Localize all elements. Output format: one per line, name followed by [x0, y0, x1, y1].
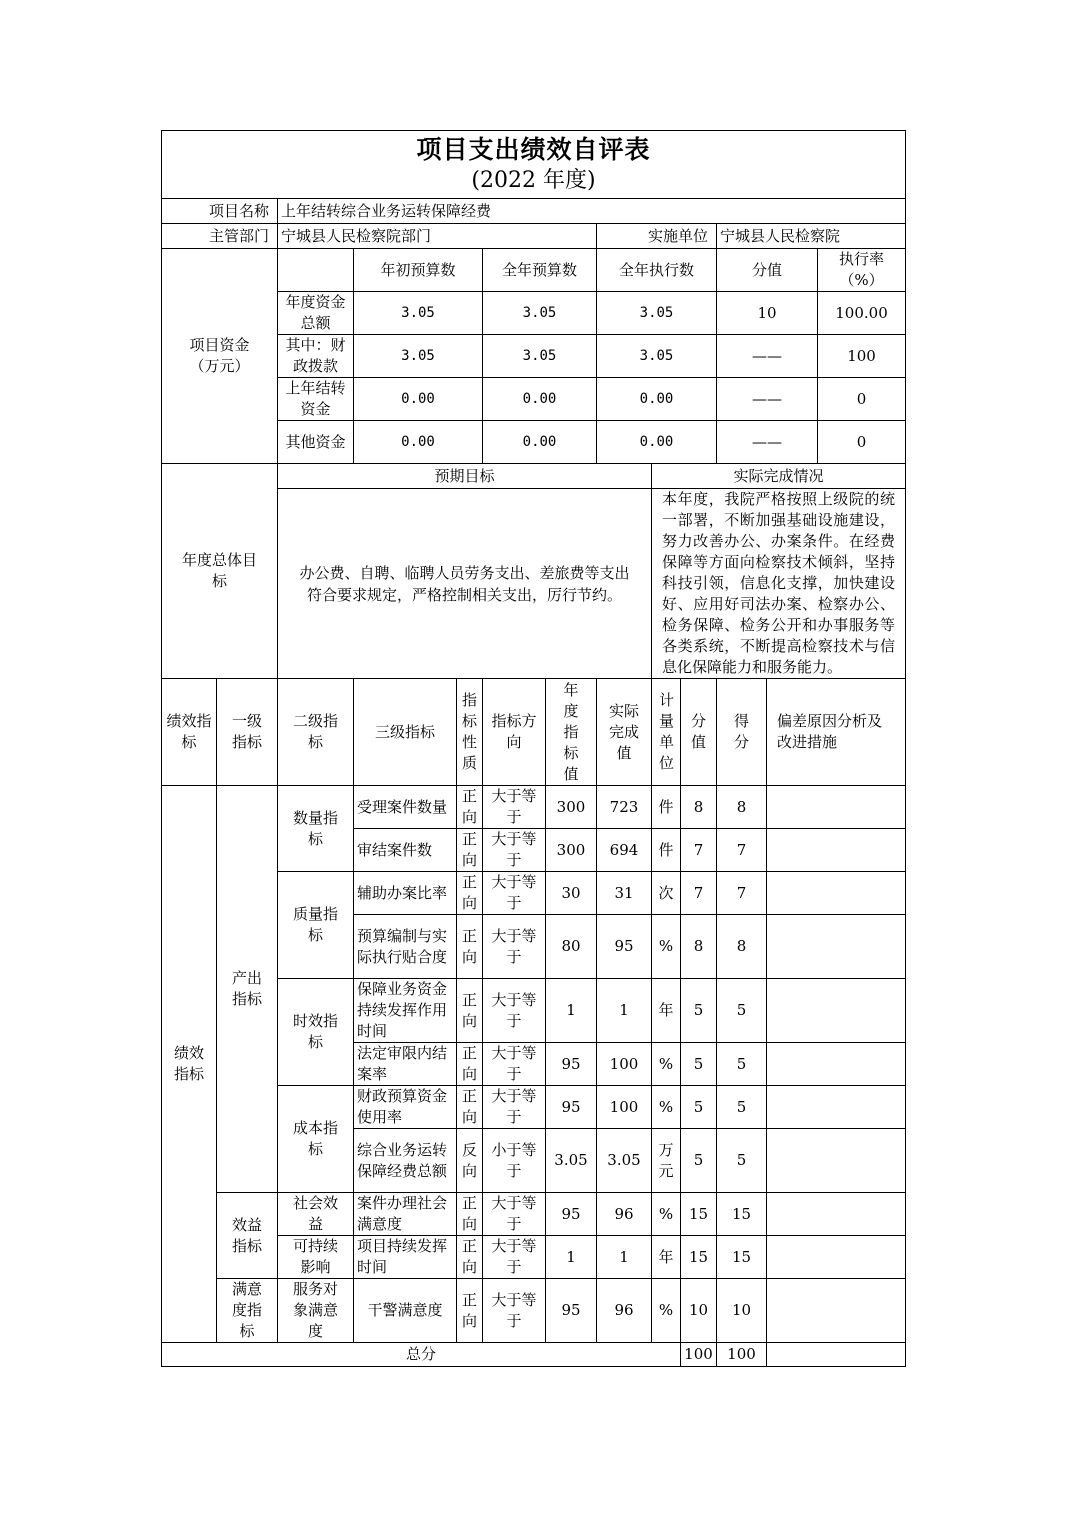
total-score: 100 [717, 1343, 767, 1367]
title-cell [162, 131, 906, 199]
funds-header-annual: 全年预算数 [483, 249, 597, 292]
level1-benefit: 效益指标 [217, 1193, 278, 1279]
funds-row: 其他资金 0.00 0.00 0.00 —— 0 [162, 421, 906, 464]
indicator-row: 成本指标 财政预算资金使用率 正向 大于等于 95 100 % 5 5 [162, 1086, 906, 1129]
level1-satisfaction: 满意度指标 [217, 1279, 278, 1343]
total-deviation [767, 1343, 906, 1367]
indicator-row: 审结案件数 正向 大于等于 300 694 件 7 7 [162, 829, 906, 872]
indicator-row: 绩效指标 产出指标 数量指标 受理案件数量 正向 大于等于 300 723 件 8 8 [162, 786, 906, 829]
indicator-row: 满意度指标 服务对象满意度 干警满意度 正向 大于等于 95 96 % 10 10 [162, 1279, 906, 1343]
funds-row: 上年结转资金 0.00 0.00 0.00 —— 0 [162, 378, 906, 421]
total-label: 总分 [162, 1343, 681, 1367]
unit-label: 实施单位 [597, 224, 717, 249]
evaluation-table [161, 130, 906, 1367]
funds-header-initial: 年初预算数 [354, 249, 483, 292]
indicator-row: 预算编制与实际执行贴合度 正向 大于等于 80 95 % 8 8 [162, 915, 906, 979]
funds-header-rate: 执行率（%） [818, 249, 906, 292]
goals-label: 年度总体目标 [162, 464, 278, 679]
level1-output: 产出指标 [217, 786, 278, 1193]
actual-goal-header: 实际完成情况 [652, 464, 906, 489]
funds-label: 项目资金（万元） [162, 249, 278, 464]
level2-cost: 成本指标 [278, 1086, 354, 1193]
dept-label: 主管部门 [162, 224, 278, 249]
level2-service: 服务对象满意度 [278, 1279, 354, 1343]
funds-header-executed: 全年执行数 [597, 249, 717, 292]
actual-goal-text: 本年度，我院严格按照上级院的统一部署，不断加强基础设施建设，努力改善办公、办案条件。在经费保障等方面向检察技术倾斜，坚持科技引领，信息化支撑，加快建设好、应用好司法办案、检察办公、检务保障、检务公开和办事服务等各类系统，不断提高检察技术与信息化保障能力和服务能力。 [652, 489, 906, 679]
unit-value: 宁城县人民检察院 [717, 224, 906, 249]
indicator-row: 综合业务运转保障经费总额 反向 小于等于 3.05 3.05 万元 5 5 [162, 1129, 906, 1193]
total-row [162, 1343, 906, 1367]
level2-timeliness: 时效指标 [278, 979, 354, 1086]
funds-row: 其中：财政拨款 3.05 3.05 3.05 —— 100 [162, 335, 906, 378]
page-subtitle: (2022 年度) [471, 167, 596, 193]
funds-header-weight: 分值 [717, 249, 818, 292]
indicator-row: 效益指标 社会效益 案件办理社会满意度 正向 大于等于 95 96 % 15 15 [162, 1193, 906, 1236]
perf-label: 绩效指标 [162, 786, 217, 1343]
project-name-label: 项目名称 [162, 199, 278, 224]
project-name: 上年结转综合业务运转保障经费 [278, 199, 906, 224]
indicator-row: 时效指标 保障业务资金持续发挥作用时间 正向 大于等于 1 1 年 5 5 [162, 979, 906, 1043]
level2-quality: 质量指标 [278, 872, 354, 979]
expected-goal-header: 预期目标 [278, 464, 652, 489]
evaluation-form [161, 130, 905, 1367]
page-title: 项目支出绩效自评表 [416, 134, 651, 164]
funds-header-blank [278, 249, 354, 292]
level2-sustain: 可持续影响 [278, 1236, 354, 1279]
level2-quantity: 数量指标 [278, 786, 354, 872]
indicator-header-row: 绩效指标 一级指标 二级指标 三级指标 指标性质 指标方向 年度指标值 实际完成值 计量单位 分值 得分 偏差原因分析及改进措施 [162, 679, 906, 786]
indicator-row: 可持续影响 项目持续发挥时间 正向 大于等于 1 1 年 15 15 [162, 1236, 906, 1279]
total-weight: 100 [681, 1343, 717, 1367]
dept-value: 宁城县人民检察院部门 [278, 224, 597, 249]
indicator-row: 质量指标 辅助办案比率 正向 大于等于 30 31 次 7 7 [162, 872, 906, 915]
indicator-row: 法定审限内结案率 正向 大于等于 95 100 % 5 5 [162, 1043, 906, 1086]
funds-row: 年度资金总额 3.05 3.05 3.05 10 100.00 [162, 292, 906, 335]
expected-goal-text: 办公费、自聘、临聘人员劳务支出、差旅费等支出符合要求规定，严格控制相关支出，厉行节约。 [278, 489, 652, 679]
level2-social: 社会效益 [278, 1193, 354, 1236]
